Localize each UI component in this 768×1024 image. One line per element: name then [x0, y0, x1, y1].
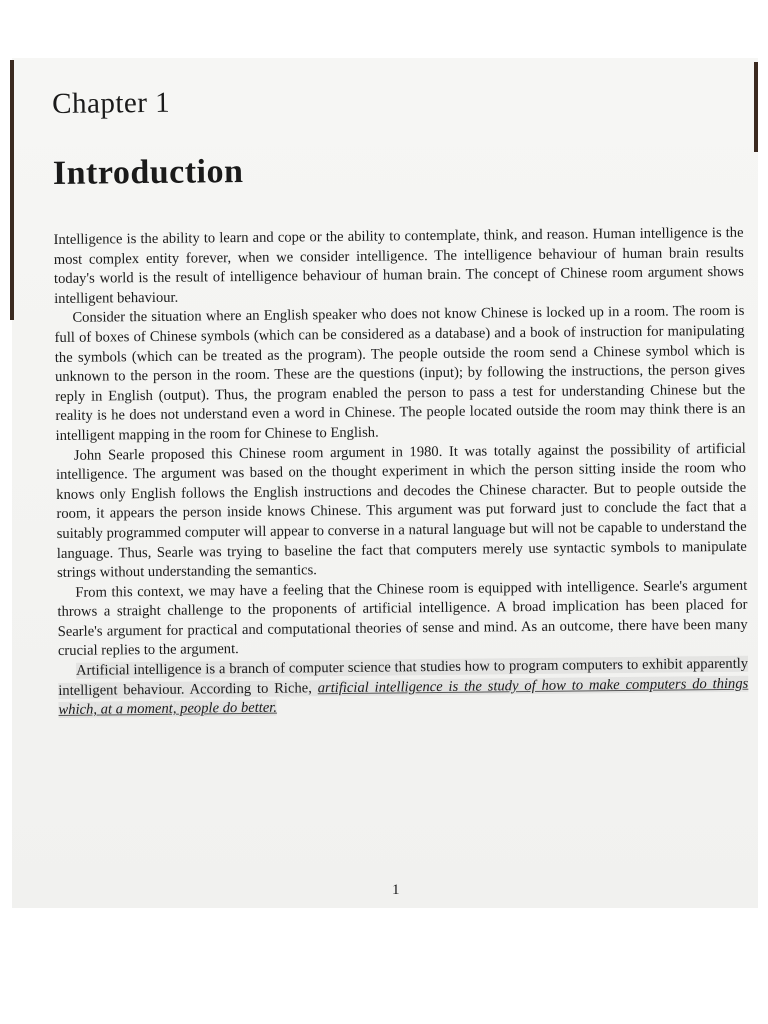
- paragraph-1: Intelligence is the ability to learn and cope or the ability to contemplate, think, and reason. Human intelligence is the most complex entity forever, when we consider intelligence. The intelligence behaviour of human brain results today's world is the result of intelligence behaviour of human brain. The concept of Chinese room argument shows intelligent behaviour.: [53, 224, 745, 307]
- paragraph-4: From this context, we may have a feeling that the Chinese room is equipped with intelligence. Searle's argument throws a straight challenge to the proponents of artificial intelligence. A broad implication has been placed for Searle's argument for practical and computational theories of sense and mind. As an outcome, there have been many crucial replies to the argument.: [57, 577, 748, 660]
- paragraph-3: John Searle proposed this Chinese room argument in 1980. It was totally against the possibility of artificial intelligence. The argument was based on the thought experiment in which the person sitting inside the room who knows only English follows the English instructions and decodes the Chinese character. But to people outside the room, it appears the person inside knows Chinese. This argument was put forward just to conclude the fact that a suitably programmed computer will appear to converse in a natural language but will not be capable to understand the language. Thus, Searle was trying to baseline the fact that computers merely use syntactic symbols to manipulate strings without understanding the semantics.: [55, 440, 747, 582]
- chapter-title: Introduction: [52, 153, 244, 192]
- page-content-frame: [12, 58, 758, 908]
- chapter-label: Chapter 1: [52, 86, 171, 120]
- body-text: [53, 224, 748, 721]
- paragraph-2: Consider the situation where an English speaker who does not know Chinese is locked up in a room. The room is full of boxes of Chinese symbols (which can be considered as a database) and a book of instruction for manipulating the symbols (which can be treated as the program). The people outside the room send a Chinese symbol which is unknown to the person in the room. These are the questions (input); by following the instructions, the person gives reply in English (output). Thus, the program enabled the person to pass a test for understanding Chinese but the reality is he does not understand even a word in Chinese. The people located outside the room may think there is an intelligent mapping in the room for Chinese to English.: [54, 303, 746, 444]
- page-content: [52, 81, 749, 721]
- paragraph-5-italic: artificial intelligence is the study of how to make computers do things which, at a moment, people do better.: [58, 675, 749, 719]
- page-number: 1: [392, 882, 400, 898]
- paragraph-5: [58, 655, 749, 721]
- paragraph-5-text: Artificial intelligence is a branch of computer science that studies how to program computers to exhibit apparently intelligent behaviour. According to Riche,: [58, 655, 749, 699]
